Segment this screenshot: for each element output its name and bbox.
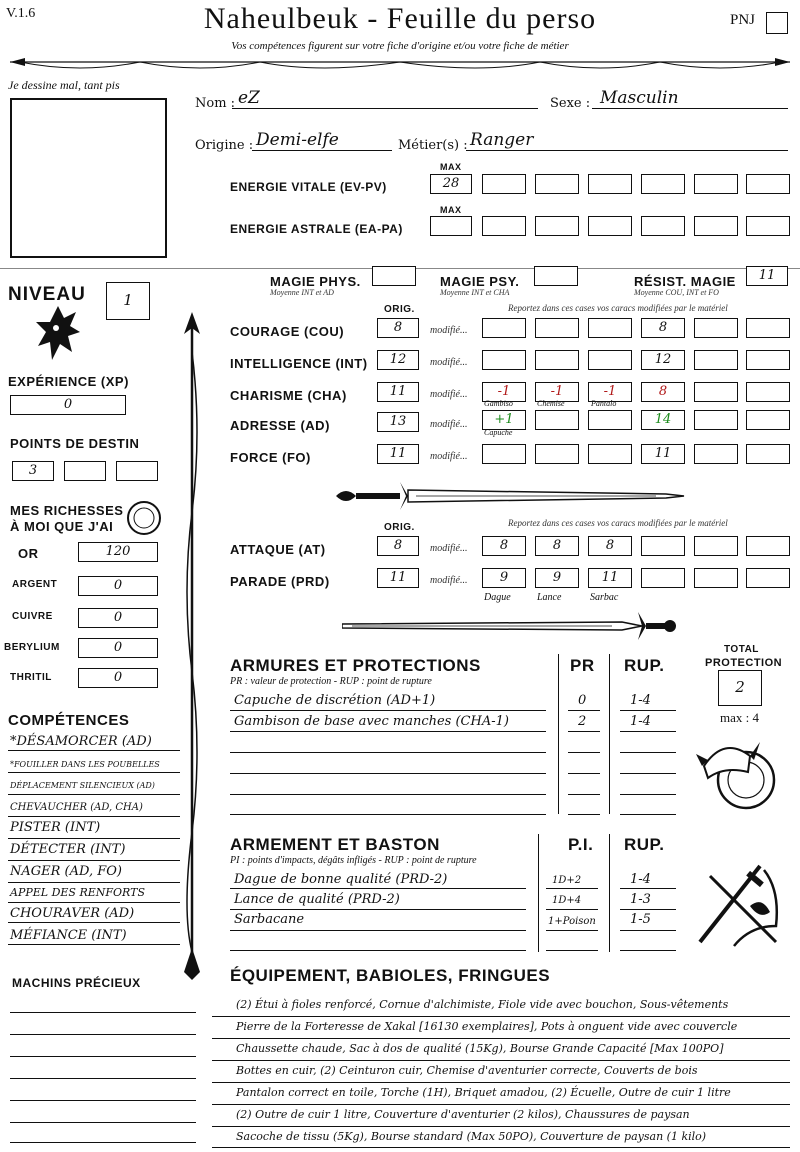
attaque-mod[interactable]: 8 [588, 536, 632, 556]
argent-box[interactable]: 0 [78, 576, 158, 596]
niveau-label: NIVEAU [8, 284, 86, 305]
competence-line [8, 772, 180, 773]
machin-line[interactable] [10, 1012, 196, 1013]
modifie-label: modifié... [430, 451, 468, 462]
arme-rup[interactable]: 1-4 [630, 872, 651, 887]
resist-magie-label: RÉSIST. MAGIE [634, 274, 736, 289]
nom-label: Nom : [195, 96, 236, 111]
ea-box[interactable] [641, 216, 685, 236]
equipement-line[interactable]: Bottes en cuir, (2) Ceinturon cuir, Chemise d'aventurier correcte, Couverts de bois [236, 1064, 698, 1077]
berylium-label: BERYLIUM [4, 642, 60, 653]
cuivre-label: CUIVRE [12, 611, 53, 622]
parade-mod[interactable] [641, 568, 685, 588]
ev-box[interactable]: 28 [430, 174, 472, 194]
armement-rup-header: RUP. [624, 835, 665, 854]
stat-mod-box[interactable] [694, 382, 738, 402]
niveau-box[interactable]: 1 [106, 282, 150, 320]
stat-mod-box[interactable] [588, 410, 632, 430]
arme-line[interactable] [546, 950, 598, 951]
origine-value[interactable]: Demi-elfe [256, 130, 339, 150]
equipement-line[interactable]: Pierre de la Forteresse de Xakal [16130 exemplaires], Pots à onguent vide avec couvercle [236, 1020, 738, 1033]
stat-final-fo[interactable]: 11 [641, 444, 685, 464]
stat-caption: Capuche [484, 428, 513, 437]
arme-line[interactable] [620, 950, 676, 951]
parade-label: PARADE (PRD) [230, 574, 330, 589]
armure-line[interactable] [620, 752, 676, 753]
stat-final-cha[interactable]: 8 [641, 382, 685, 402]
equipement-line[interactable]: Chaussette chaude, Sac à dos de qualité (15Kg), Bourse Grande Capacité [Max 100PO] [236, 1042, 724, 1055]
column-divider [609, 834, 610, 952]
stat-orig-cha[interactable]: 11 [377, 382, 419, 402]
stat-mod-box[interactable] [588, 318, 632, 338]
destin-label: POINTS DE DESTIN [10, 436, 140, 451]
parade-mod[interactable]: 9 [482, 568, 526, 588]
stat-mod-box[interactable] [694, 318, 738, 338]
equipement-rule [212, 1126, 790, 1127]
armement-pi-header: P.I. [568, 835, 594, 854]
orig-label: ORIG. [384, 304, 415, 315]
competence-item[interactable]: PISTER (INT) [10, 820, 101, 835]
ea-box[interactable] [588, 216, 632, 236]
sexe-label: Sexe : [550, 96, 591, 111]
stat-mod-box[interactable] [746, 350, 790, 370]
machin-line[interactable] [10, 1122, 196, 1123]
page-subtitle: Vos compétences figurent sur votre fiche d'origine et/ou votre fiche de métier [231, 40, 569, 52]
competence-item[interactable]: DÉTECTER (INT) [10, 842, 126, 857]
armure-pr[interactable]: 0 [578, 693, 587, 708]
armement-note: PI : points d'impacts, dégâts infligés - RUP : point de rupture [230, 855, 477, 866]
armure-pr[interactable]: 2 [578, 714, 587, 729]
modifie-label: modifié... [430, 389, 468, 400]
arme-pi[interactable]: 1D+2 [552, 875, 582, 886]
stat-mod-cha-3[interactable]: -1 [588, 382, 632, 402]
stat-mod-box[interactable] [535, 318, 579, 338]
armure-line [230, 731, 546, 732]
attaque-mod[interactable] [641, 536, 685, 556]
destin-box[interactable] [116, 461, 158, 481]
equipement-line[interactable]: Pantalon correct en toile, Torche (1H), Briquet amadou, (2) Écuelle, Outre de cuir 1 litre [236, 1086, 731, 1099]
stat-caption: Chemise [537, 399, 565, 408]
weapon-caption: Dague [484, 592, 511, 603]
ea-label: ENERGIE ASTRALE (EA-PA) [230, 222, 403, 236]
armure-line[interactable] [568, 752, 600, 753]
destin-box[interactable]: 3 [12, 461, 54, 481]
armure-line[interactable] [230, 814, 546, 815]
resist-magie-box[interactable]: 11 [746, 266, 788, 286]
armure-rup[interactable]: 1-4 [630, 693, 651, 708]
weapon-caption: Lance [537, 592, 562, 603]
thritil-label: THRITIL [10, 672, 52, 683]
competence-line [8, 750, 180, 751]
parade-mod[interactable] [746, 568, 790, 588]
metier-value[interactable]: Ranger [470, 130, 534, 150]
modifie-label: modifié... [430, 543, 468, 554]
weapons-icon [690, 856, 786, 952]
helmet-shield-icon [694, 726, 780, 812]
arme-line [546, 930, 598, 931]
stat-final-cou[interactable]: 8 [641, 318, 685, 338]
equipement-rule [212, 1147, 790, 1148]
arme-line [620, 888, 676, 889]
equipement-rule [212, 1016, 790, 1017]
magie-psy-label: MAGIE PSY. [440, 274, 520, 289]
column-divider [609, 654, 610, 814]
stat-mod-box[interactable] [535, 444, 579, 464]
equipement-rule [212, 1082, 790, 1083]
stat-mod-box[interactable] [588, 350, 632, 370]
equipement-rule [212, 1104, 790, 1105]
arme-line [546, 909, 598, 910]
ev-box[interactable] [746, 174, 790, 194]
armure-rup[interactable]: 1-4 [630, 714, 651, 729]
competence-item[interactable]: DÉPLACEMENT SILENCIEUX (AD) [10, 781, 155, 790]
arme-line [620, 909, 676, 910]
origine-line [252, 150, 392, 151]
armure-line[interactable] [620, 814, 676, 815]
origine-label: Origine : [195, 138, 254, 153]
competence-line [8, 944, 180, 945]
armure-line [620, 731, 676, 732]
stat-orig-int[interactable]: 12 [377, 350, 419, 370]
stat-mod-cha-2[interactable]: -1 [535, 382, 579, 402]
coin-icon [126, 500, 162, 536]
or-label: OR [18, 546, 39, 561]
ornament-divider [0, 52, 800, 78]
armure-line[interactable] [568, 794, 600, 795]
arme-line[interactable] [230, 950, 526, 951]
armure-line [568, 710, 600, 711]
combat-orig-label: ORIG. [384, 522, 415, 533]
magie-phys-label: MAGIE PHYS. [270, 274, 361, 289]
stat-mod-box[interactable] [746, 318, 790, 338]
competence-line [8, 838, 180, 839]
competence-item[interactable]: NAGER (AD, FO) [10, 864, 122, 879]
stat-mod-box[interactable] [694, 444, 738, 464]
attaque-mod[interactable]: 8 [482, 536, 526, 556]
destin-box[interactable] [64, 461, 106, 481]
stat-final-ad[interactable]: 14 [641, 410, 685, 430]
stat-mod-box[interactable] [746, 444, 790, 464]
attaque-orig[interactable]: 8 [377, 536, 419, 556]
ea-box[interactable] [746, 216, 790, 236]
stat-orig-cou[interactable]: 8 [377, 318, 419, 338]
parade-mod[interactable]: 11 [588, 568, 632, 588]
competence-item[interactable]: CHEVAUCHER (AD, CHA) [10, 802, 143, 813]
version-label: V.1.6 [6, 6, 36, 21]
ea-box[interactable] [482, 216, 526, 236]
competence-item[interactable]: APPEL DES RENFORTS [10, 886, 146, 899]
armure-line[interactable] [620, 773, 676, 774]
armure-line [568, 731, 600, 732]
cuivre-box[interactable]: 0 [78, 608, 158, 628]
spear-ornament [180, 312, 204, 980]
stat-mod-box[interactable] [482, 318, 526, 338]
stat-mod-box[interactable] [694, 410, 738, 430]
competence-line [8, 816, 180, 817]
richesses-label: MES RICHESSES [10, 503, 124, 518]
ea-max-label: MAX [440, 205, 462, 215]
berylium-box[interactable]: 0 [78, 638, 158, 658]
ev-box[interactable] [694, 174, 738, 194]
stat-label-ad: ADRESSE (AD) [230, 418, 330, 433]
magie-psy-note: Moyenne INT et CHA [440, 288, 510, 297]
stat-mod-box[interactable] [694, 350, 738, 370]
argent-label: ARGENT [12, 579, 58, 590]
competence-item[interactable]: CHOURAVER (AD) [10, 906, 135, 921]
armures-rup-header: RUP. [624, 656, 665, 675]
ev-box[interactable] [535, 174, 579, 194]
stat-mod-box[interactable] [535, 410, 579, 430]
competence-item[interactable]: *DÉSAMORCER (AD) [10, 734, 152, 749]
metier-label: Métier(s) : [398, 138, 468, 153]
modifie-label: modifié... [430, 325, 468, 336]
arme-line [230, 909, 526, 910]
armure-line [230, 710, 546, 711]
or-box[interactable]: 120 [78, 542, 158, 562]
combat-report-note: Reportez dans ces cases vos caracs modifiées par le matériel [508, 518, 728, 528]
equipement-rule [212, 1038, 790, 1039]
ea-box[interactable] [535, 216, 579, 236]
arme-line [620, 930, 676, 931]
magie-psy-box[interactable] [534, 266, 578, 286]
armure-line[interactable] [568, 773, 600, 774]
report-note: Reportez dans ces cases vos caracs modifiées par le matériel [508, 303, 728, 313]
weapon-caption: Sarbac [590, 592, 619, 603]
sword-ornament [342, 608, 678, 644]
machin-line[interactable] [10, 1100, 196, 1101]
stat-label-cou: COURAGE (COU) [230, 324, 345, 339]
competence-line [8, 882, 180, 883]
stat-orig-fo[interactable]: 11 [377, 444, 419, 464]
arme-pi[interactable]: 1+Poison [548, 916, 596, 927]
armures-title: ARMURES ET PROTECTIONS [230, 656, 481, 675]
parade-mod[interactable] [694, 568, 738, 588]
magie-phys-note: Moyenne INT et AD [270, 288, 334, 297]
attaque-label: ATTAQUE (AT) [230, 542, 326, 557]
stat-orig-ad[interactable]: 13 [377, 412, 419, 432]
stat-mod-cha-1[interactable]: -1 [482, 382, 526, 402]
nom-value[interactable]: eZ [238, 88, 260, 108]
modifie-label: modifié... [430, 419, 468, 430]
equipement-title: ÉQUIPEMENT, BABIOLES, FRINGUES [230, 966, 551, 985]
stat-label-int: INTELLIGENCE (INT) [230, 356, 368, 371]
competence-line [8, 902, 180, 903]
stat-caption: Pantalo [591, 399, 617, 408]
machins-title: MACHINS PRÉCIEUX [12, 976, 141, 990]
attaque-mod[interactable]: 8 [535, 536, 579, 556]
magie-phys-box[interactable] [372, 266, 416, 286]
machin-line[interactable] [10, 1078, 196, 1079]
armement-title: ARMEMENT ET BASTON [230, 835, 440, 854]
sexe-value[interactable]: Masculin [600, 88, 679, 108]
arme-name[interactable]: Sarbacane [234, 912, 305, 927]
modifie-label: modifié... [430, 575, 468, 586]
arme-rup[interactable]: 1-5 [630, 912, 651, 927]
sword-ornament [336, 478, 686, 514]
dragon-icon [32, 300, 84, 366]
modifie-label: modifié... [430, 357, 468, 368]
equipement-line[interactable]: (2) Outre de cuir 1 litre, Couverture d'aventurier (2 kilos), Chaussures de paysan [236, 1108, 690, 1121]
pnj-checkbox[interactable] [766, 12, 788, 34]
ev-box[interactable] [588, 174, 632, 194]
arme-rup[interactable]: 1-3 [630, 892, 651, 907]
arme-line [230, 888, 526, 889]
portrait-box[interactable] [10, 98, 167, 258]
ev-box[interactable] [641, 174, 685, 194]
parade-orig[interactable]: 11 [377, 568, 419, 588]
stat-label-cha: CHARISME (CHA) [230, 388, 347, 403]
pnj-label: PNJ [730, 12, 756, 28]
attaque-mod[interactable] [694, 536, 738, 556]
stat-mod-ad-1[interactable]: +1 [482, 410, 526, 430]
machin-line[interactable] [10, 1056, 196, 1057]
armures-note: PR : valeur de protection - RUP : point de rupture [230, 676, 432, 687]
armure-line[interactable] [230, 794, 546, 795]
total-protection-label-2: PROTECTION [705, 657, 783, 669]
ev-label: ENERGIE VITALE (EV-PV) [230, 180, 387, 194]
stat-mod-box[interactable] [482, 444, 526, 464]
thritil-box[interactable]: 0 [78, 668, 158, 688]
arme-line [546, 888, 598, 889]
max-protection: max : 4 [720, 710, 759, 725]
armures-pr-header: PR [570, 656, 595, 675]
page-title: Naheulbeuk - Feuille du perso [203, 2, 597, 35]
column-divider [538, 834, 539, 952]
arme-line [230, 930, 526, 931]
parade-mod[interactable]: 9 [535, 568, 579, 588]
equipement-line[interactable]: (2) Étui à fioles renforcé, Cornue d'alchimiste, Fiole vide avec bouchon, Sous-vêtements [236, 998, 729, 1011]
arme-name[interactable]: Lance de qualité (PRD-2) [234, 892, 400, 907]
stat-mod-box[interactable] [588, 444, 632, 464]
richesses-label-2: À MOI QUE J'AI [10, 519, 114, 534]
stat-mod-box[interactable] [482, 350, 526, 370]
total-protection-box[interactable]: 2 [718, 670, 762, 706]
stat-mod-box[interactable] [746, 382, 790, 402]
arme-name[interactable]: Dague de bonne qualité (PRD-2) [234, 872, 448, 887]
ev-max-label: MAX [440, 162, 462, 172]
equipement-line[interactable]: Sacoche de tissu (5Kg), Bourse standard (Max 50PO), Couverture de paysan (1 kilo) [236, 1130, 707, 1143]
column-divider [558, 654, 559, 814]
ev-box[interactable] [482, 174, 526, 194]
nom-line [232, 108, 538, 109]
stat-caption: Gambiso [484, 399, 513, 408]
total-protection-label: TOTAL [724, 644, 759, 655]
competence-line [8, 922, 180, 923]
stat-mod-box[interactable] [746, 410, 790, 430]
competence-item[interactable]: *FOUILLER DANS LES POUBELLES [10, 760, 160, 769]
armure-line[interactable] [620, 794, 676, 795]
stat-label-fo: FORCE (FO) [230, 450, 311, 465]
armure-line[interactable] [230, 752, 546, 753]
resist-magie-note: Moyenne COU, INT et FO [634, 288, 719, 297]
metier-line [466, 150, 788, 151]
sexe-line [592, 108, 788, 109]
armure-line [620, 710, 676, 711]
stat-final-int[interactable]: 12 [641, 350, 685, 370]
stat-mod-box[interactable] [535, 350, 579, 370]
armure-name[interactable]: Gambison de base avec manches (CHA-1) [234, 714, 509, 729]
competences-title: COMPÉTENCES [8, 712, 130, 729]
equipement-rule [212, 1060, 790, 1061]
armure-line[interactable] [568, 814, 600, 815]
arme-pi[interactable]: 1D+4 [552, 895, 582, 906]
competence-line [8, 794, 180, 795]
xp-box[interactable]: 0 [10, 395, 126, 415]
competence-line [8, 860, 180, 861]
machin-line[interactable] [10, 1034, 196, 1035]
armure-name[interactable]: Capuche de discrétion (AD+1) [234, 693, 436, 708]
portrait-caption: Je dessine mal, tant pis [8, 78, 120, 92]
ea-box[interactable] [694, 216, 738, 236]
attaque-mod[interactable] [746, 536, 790, 556]
ea-box[interactable] [430, 216, 472, 236]
competence-item[interactable]: MÉFIANCE (INT) [10, 928, 127, 943]
xp-label: EXPÉRIENCE (XP) [8, 374, 129, 389]
armure-line[interactable] [230, 773, 546, 774]
machin-line[interactable] [10, 1142, 196, 1143]
